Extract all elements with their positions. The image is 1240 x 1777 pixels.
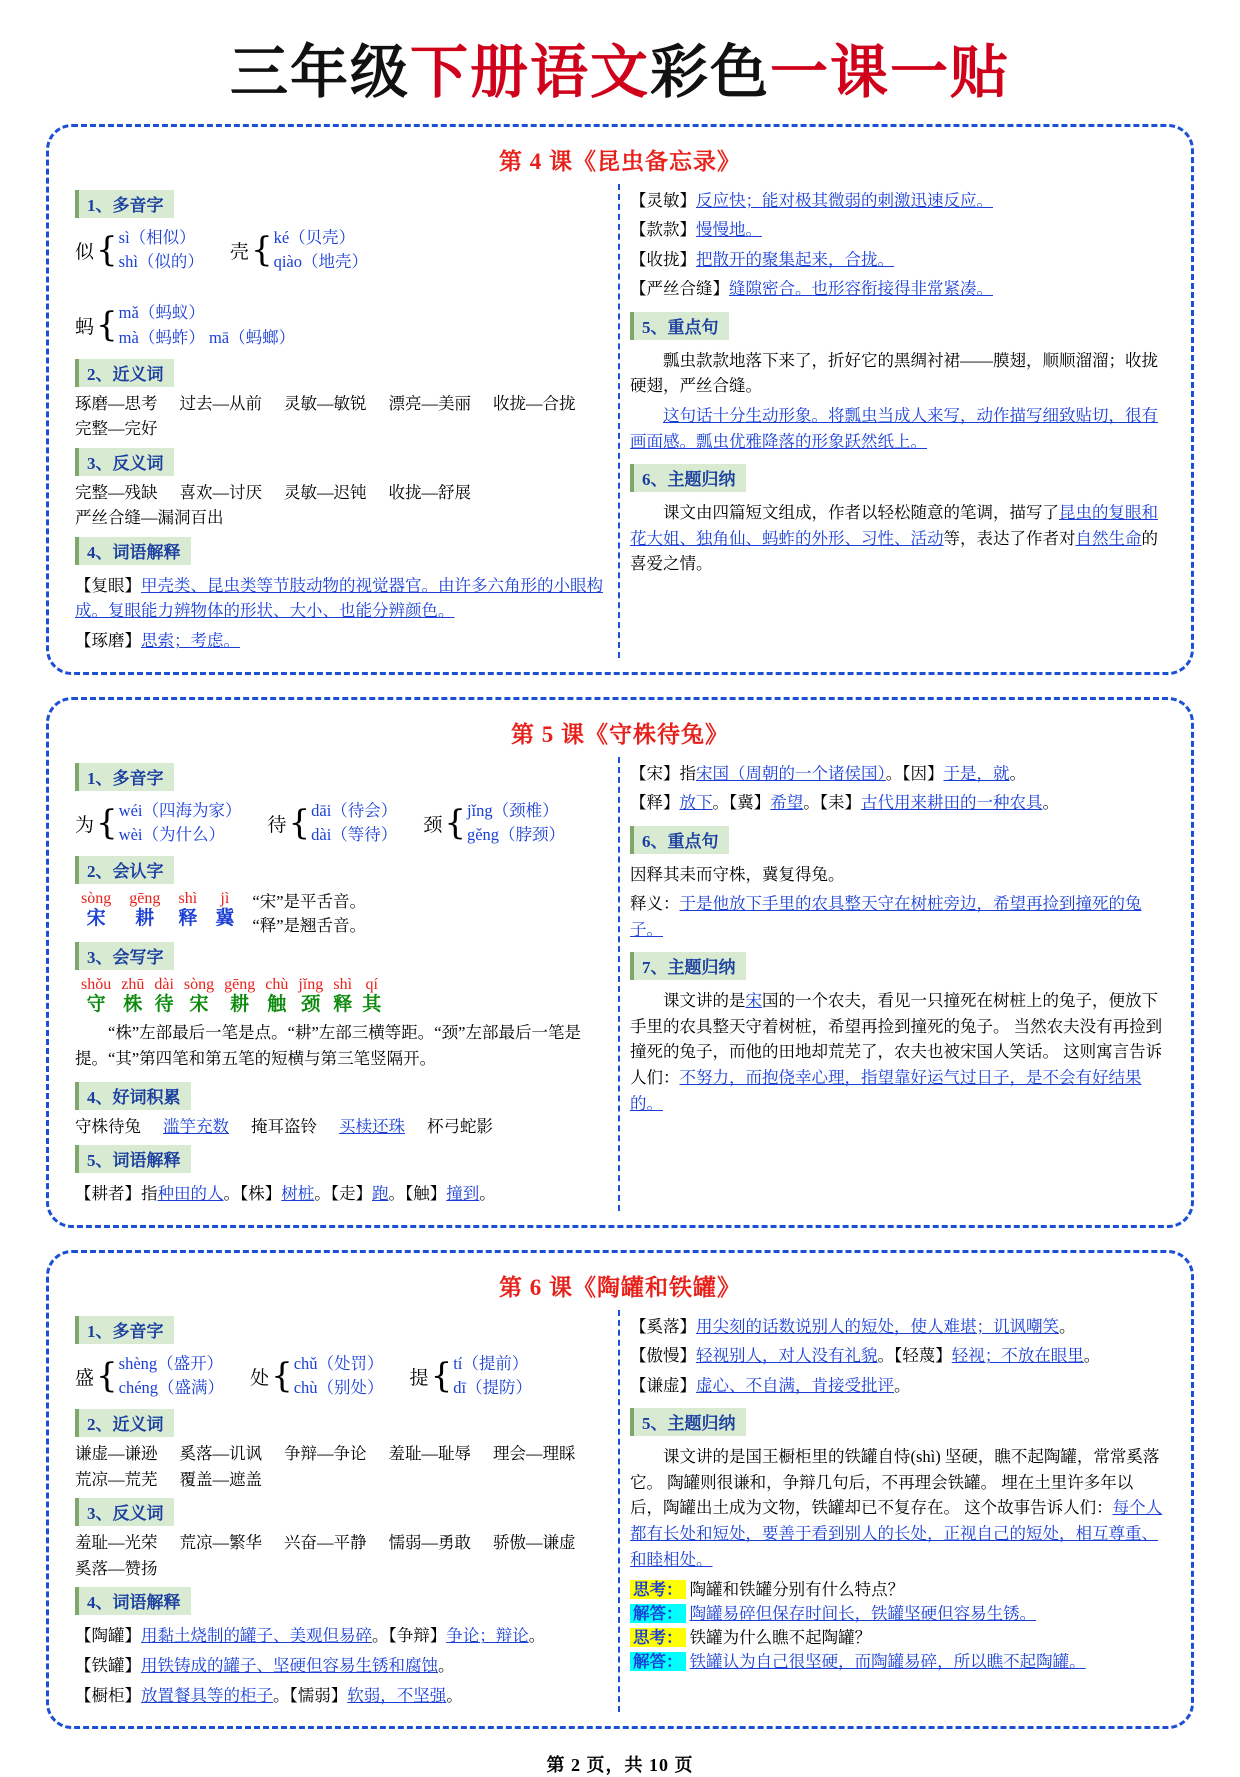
definition-tail: 。 — [438, 1655, 455, 1675]
lesson-6-title: 第 6 课《陶罐和铁罐》 — [499, 1274, 741, 1300]
theme-part-highlight: 每个人都有长处和短处，要善于看到别人的长处，正视自己的短处，相互尊重、和睦相处。 — [630, 1498, 1163, 1569]
definition-highlight: 古代用来耕田的一种农具 — [861, 793, 1043, 813]
definition-text: 。【争辩】 — [372, 1626, 447, 1646]
theme-summary — [630, 1444, 1165, 1572]
theme-summary — [630, 988, 1165, 1116]
lesson-6-polyphone-group — [75, 1352, 608, 1402]
definition-entry — [630, 276, 1165, 302]
definition-text: 缝隙密合。也形容衔接得非常紧凑。 — [729, 279, 993, 299]
lesson-5-heading-key-sentence: 6、重点句 — [630, 826, 729, 854]
polyphone-item — [75, 799, 241, 849]
recognize-note: “宋”是平舌音。 — [252, 892, 367, 912]
lesson-5-polyphone-group — [75, 799, 608, 849]
word-pair: 谦虚—谦逊 — [75, 1444, 158, 1464]
polyphone-reading: chéng（盛满） — [118, 1378, 225, 1398]
char-cell — [362, 976, 381, 1016]
word-pair: 兴奋—平静 — [284, 1533, 367, 1553]
definition-entry — [630, 761, 1165, 787]
hanzi: 耕 — [230, 993, 250, 1015]
page-footer: 第 2 页，共 10 页 — [546, 1755, 694, 1776]
definition-entry — [630, 217, 1165, 243]
lesson-6-synonyms — [75, 1441, 608, 1492]
char-cell — [333, 976, 352, 1016]
polyphone-char: 待 — [267, 814, 287, 836]
lesson-4-title: 第 4 课《昆虫备忘录》 — [499, 148, 741, 174]
lesson-5-title: 第 5 课《守株待兔》 — [511, 721, 729, 747]
pinyin: jì — [220, 890, 230, 908]
good-word: 掩耳盗铃 — [251, 1116, 317, 1136]
lesson-5-heading-polyphone: 1、多音字 — [75, 763, 174, 791]
pinyin: gēng — [129, 890, 161, 908]
polyphone-reading: gěng（脖颈） — [466, 825, 566, 845]
brace-icon: { — [288, 802, 311, 843]
lesson-4-polyphone-group — [75, 226, 608, 351]
word-pair: 漂亮—美丽 — [388, 393, 471, 413]
lesson-4-heading-polyphone: 1、多音字 — [75, 190, 174, 218]
pinyin: jǐng — [298, 976, 324, 994]
qa-question — [630, 1624, 1165, 1648]
definition-text: 。【轻蔑】 — [877, 1346, 952, 1366]
qa-answer — [630, 1648, 1165, 1672]
explain-text: 于是他放下手里的农具整天守在树桩旁边，希望再捡到撞死的兔子。 — [630, 894, 1142, 939]
definition-highlight: 种田的人 — [157, 1184, 224, 1204]
char-cell — [224, 976, 255, 1016]
hanzi: 耕 — [135, 907, 155, 929]
brace-icon: { — [96, 305, 118, 346]
brace-icon: { — [96, 1355, 118, 1396]
polyphone-reading: shì（似的） — [118, 252, 204, 272]
definition-tail: 。 — [479, 1184, 496, 1204]
polyphone-char: 似 — [75, 241, 95, 263]
polyphone-item — [230, 226, 368, 276]
key-sentence-black: 因释其耒而守株，冀复得兔。 — [630, 864, 845, 884]
definition-term: 【傲慢】 — [630, 1346, 696, 1366]
word-pair: 争辩—争论 — [284, 1444, 367, 1464]
lesson-6-heading-theme: 5、主题归纳 — [630, 1408, 746, 1436]
polyphone-reading: wéi（四海为家） — [118, 800, 242, 820]
hanzi: 守 — [86, 993, 106, 1015]
theme-part: 课文讲的是 — [663, 991, 746, 1011]
definition-highlight: 放置餐具等的柜子 — [141, 1685, 273, 1705]
pinyin: shì — [333, 976, 353, 994]
word-pair: 完整—完好 — [75, 419, 158, 439]
recognize-characters — [81, 890, 234, 930]
definition-highlight: 宋国（周朝的一个诸侯国） — [696, 763, 886, 783]
lesson-4-heading-synonyms: 2、近义词 — [75, 359, 174, 387]
char-cell — [298, 976, 323, 1016]
polyphone-item — [423, 799, 565, 849]
key-sentence-explain — [630, 891, 1165, 942]
polyphone-reading: tí（提前） — [453, 1353, 529, 1373]
explain-label: 释义： — [630, 894, 680, 914]
definition-tail: 。 — [1059, 1316, 1076, 1336]
theme-part: 课文由四篇短文组成，作者以轻松随意的笔调，描写了 — [663, 503, 1059, 523]
definition-term: 【耕者】 — [75, 1184, 141, 1204]
word-pair: 羞耻—耻辱 — [388, 1444, 471, 1464]
pinyin: chù — [265, 976, 289, 994]
hanzi: 释 — [333, 993, 353, 1015]
lesson-card-5 — [46, 697, 1194, 1228]
definition-tail: 。 — [223, 1184, 240, 1204]
word-pair: 完整—残缺 — [75, 482, 158, 502]
lesson-5-heading-theme: 7、主题归纳 — [630, 952, 746, 980]
hanzi: 颈 — [301, 993, 321, 1015]
polyphone-char: 颈 — [423, 814, 443, 836]
word-pair: 理会—理睬 — [493, 1444, 576, 1464]
definition-text: 指 — [141, 1184, 158, 1204]
hanzi: 冀 — [215, 907, 235, 929]
char-cell — [129, 890, 160, 930]
lesson-4-synonyms — [75, 391, 608, 442]
theme-part: 等，表达了作者对 — [943, 528, 1076, 548]
pinyin: shǒu — [81, 976, 112, 994]
lesson-4-antonyms — [75, 480, 608, 531]
theme-part: 的喜爱之情。 — [630, 528, 1158, 574]
lesson-5-heading-definitions: 5、词语解释 — [75, 1145, 191, 1173]
word-pair: 严丝合缝—漏洞百出 — [75, 508, 224, 528]
brace-icon: { — [96, 229, 118, 270]
polyphone-item — [250, 1352, 383, 1402]
key-sentence-blue: 这句话十分生动形象。将瓢虫当成人来写，动作描写细致贴切，很有画面感。瓢虫优雅降落的形象跃然纸上。 — [630, 405, 1158, 451]
qa-block — [630, 1576, 1165, 1672]
polyphone-reading: qiào（地壳） — [273, 252, 368, 272]
good-word: 守株待兔 — [75, 1116, 141, 1136]
lesson-4-heading-definitions: 4、词语解释 — [75, 537, 191, 565]
definition-term: 【株】 — [240, 1184, 282, 1204]
definition-term: 【走】 — [330, 1184, 372, 1204]
polyphone-reading: wèi（为什么） — [118, 825, 225, 845]
polyphone-char: 为 — [75, 814, 95, 836]
lesson-card-4 — [46, 124, 1194, 675]
pinyin: qí — [365, 976, 378, 994]
lesson-5-right-column — [620, 757, 1175, 1211]
polyphone-reading: sì（相似） — [118, 227, 196, 247]
definition-entry — [75, 628, 608, 654]
theme-part-highlight: 昆虫的复眼和花大姐、独角仙、蚂蚱的外形、习性、活动 — [630, 503, 1158, 548]
write-characters — [81, 976, 608, 1016]
definition-text: 把散开的聚集起来，合拢。 — [696, 249, 894, 269]
lesson-5-heading-recognize: 2、会认字 — [75, 856, 174, 884]
title-part-3: 彩色 — [650, 38, 771, 106]
word-pair: 荒凉—荒芜 — [75, 1469, 158, 1489]
key-sentence-black: 瓢虫款款地落下来了，折好它的黑绸衬裙——膜翅，顺顺溜溜；收拢硬翅，严丝合缝。 — [630, 350, 1158, 396]
lesson-6-right-column — [620, 1310, 1175, 1712]
word-pair: 懦弱—勇敢 — [388, 1533, 471, 1553]
definition-term: 【橱柜】 — [75, 1685, 141, 1705]
theme-summary — [630, 500, 1165, 577]
word-pair: 过去—从前 — [179, 393, 262, 413]
definition-highlight: 放下 — [679, 793, 713, 813]
polyphone-reading: mà（蚂蚱） mā（蚂螂） — [118, 327, 296, 347]
lesson-5-heading-good-words: 4、好词积累 — [75, 1082, 191, 1110]
definition-term: 【琢磨】 — [75, 630, 141, 650]
definition-text: 指 — [679, 763, 696, 783]
question-text: 陶罐和铁罐分别有什么特点？ — [689, 1580, 905, 1600]
lesson-4-heading-key-sentence: 5、重点句 — [630, 312, 729, 340]
lesson-6-heading-antonyms: 3、反义词 — [75, 1498, 174, 1526]
polyphone-item — [267, 799, 397, 849]
hanzi: 宋 — [86, 907, 106, 929]
definition-entry — [630, 247, 1165, 273]
definition-text: 。【冀】 — [712, 793, 771, 813]
definition-text: 甲壳类、昆虫类等节肢动物的视觉器官。由许多六角形的小眼构成。复眼能力辨物体的形状、大小、也能分辨颜色。 — [75, 575, 603, 621]
hanzi: 触 — [267, 993, 287, 1015]
brace-icon: { — [444, 802, 466, 843]
definition-term: 【款款】 — [630, 220, 696, 240]
good-word: 杯弓蛇影 — [427, 1116, 493, 1136]
lesson-4-left-column — [65, 184, 620, 658]
polyphone-char: 蚂 — [75, 317, 95, 339]
answer-label: 解答： — [630, 1604, 686, 1623]
lesson-4-right-column — [620, 184, 1175, 658]
lesson-6-heading-definitions: 4、词语解释 — [75, 1587, 191, 1615]
brace-icon: { — [430, 1355, 453, 1396]
definition-entry — [630, 790, 1165, 816]
definition-tail: 。 — [446, 1685, 463, 1705]
word-pair: 覆盖—遮盖 — [179, 1469, 262, 1489]
definition-text: 。【耒】 — [803, 793, 861, 813]
word-pair: 骄傲—谦虚 — [493, 1533, 576, 1553]
theme-part: 课文讲的是国王橱柜里的铁罐自恃(shì) 坚硬，瞧不起陶罐，常常奚落它。 陶罐则很谦和，争辩几句后，不再理会铁罐。 埋在土里许多年以后，陶罐出土成为文物，铁罐却已不复存在。 这个故事告诉人们： — [630, 1447, 1160, 1518]
char-cell — [215, 890, 234, 930]
theme-part-highlight: 不努力，而抱侥幸心理，指望靠好运气过日子，是不会有好结果的。 — [630, 1068, 1142, 1113]
answer-text: 铁罐认为自己很坚硬，而陶罐易碎，所以瞧不起陶罐。 — [689, 1652, 1086, 1672]
definition-entry — [630, 1373, 1165, 1399]
char-cell — [81, 976, 111, 1016]
char-cell — [184, 976, 214, 1016]
write-note: “株”左部最后一笔是点。“耕”左部三横等距。“颈”左部最后一笔是提。“其”第四笔和第五笔的短横与第三笔竖隔开。 — [75, 1023, 581, 1068]
lesson-6-left-column — [65, 1310, 620, 1712]
brace-icon: { — [250, 229, 273, 270]
polyphone-reading: dài（等待） — [311, 825, 398, 845]
pinyin: sòng — [81, 890, 112, 908]
question-label: 思考： — [630, 1580, 686, 1599]
definition-tail: 。 — [388, 1184, 405, 1204]
char-cell — [121, 976, 144, 1016]
definition-highlight: 用尖刻的话数说别人的短处，使人难堪；讥讽嘲笑 — [696, 1316, 1059, 1336]
answer-label: 解答： — [630, 1652, 686, 1671]
definition-entry — [630, 1314, 1165, 1340]
polyphone-char: 盛 — [75, 1367, 95, 1389]
lesson-6-heading-polyphone: 1、多音字 — [75, 1316, 174, 1344]
polyphone-item — [75, 226, 204, 276]
definition-term: 【灵敏】 — [630, 190, 696, 210]
definition-term: 【严丝合缝】 — [630, 279, 729, 299]
definition-highlight: 用铁铸成的罐子、坚硬但容易生锈和腐蚀 — [141, 1655, 438, 1675]
definition-tail: 。 — [894, 1375, 911, 1395]
theme-part-highlight: 自然生命 — [1075, 528, 1142, 548]
hanzi: 宋 — [189, 993, 209, 1015]
good-word: 滥竽充数 — [163, 1116, 229, 1136]
brace-icon: { — [271, 1355, 293, 1396]
char-cell — [154, 976, 174, 1016]
definition-entry — [75, 1623, 608, 1649]
title-part-4: 一课一贴 — [770, 38, 1011, 106]
polyphone-char: 处 — [250, 1367, 270, 1389]
definition-highlight: 轻视别人，对人没有礼貌 — [696, 1346, 878, 1366]
definition-highlight: 软弱，不坚强 — [347, 1685, 447, 1705]
qa-answer — [630, 1600, 1165, 1624]
polyphone-reading: dāi（待会） — [311, 800, 398, 820]
lesson-6-heading-synonyms: 2、近义词 — [75, 1409, 174, 1437]
word-pair: 收拢—合拢 — [493, 393, 576, 413]
definition-tail: 。 — [1009, 763, 1026, 783]
lesson-5-good-words — [75, 1114, 608, 1140]
polyphone-reading: ké（贝壳） — [273, 227, 356, 247]
definition-highlight: 用黏土烧制的罐子、美观但易碎 — [141, 1626, 372, 1646]
qa-question — [630, 1576, 1165, 1600]
pinyin: sòng — [183, 976, 215, 994]
word-pair: 收拢—舒展 — [388, 482, 471, 502]
polyphone-item — [75, 1352, 224, 1402]
word-pair: 灵敏—敏锐 — [284, 393, 367, 413]
question-label: 思考： — [630, 1628, 686, 1647]
word-pair: 灵敏—迟钝 — [284, 482, 367, 502]
definition-entry — [75, 1683, 608, 1709]
word-pair: 荒凉—繁华 — [179, 1533, 262, 1553]
definition-tail: 。 — [1083, 1346, 1101, 1366]
theme-part: 国的一个农夫，看见一只撞死在树桩上的兔子，便放下手里的农具整天守着树桩，希望再捡到撞死的兔子。 当然农夫没有再捡到撞死的兔子，而他的田地却荒芜了，农夫也被宋国人笑话。 这则寓言告诉人们： — [630, 991, 1163, 1088]
word-pair: 奚落—赞扬 — [75, 1558, 158, 1578]
pinyin: zhū — [121, 976, 145, 994]
definition-term: 【释】 — [630, 793, 680, 813]
definition-highlight: 跑 — [372, 1184, 389, 1204]
definition-entry — [75, 1181, 608, 1207]
definition-text: 思索；考虑。 — [141, 630, 240, 650]
definition-term: 【陶罐】 — [75, 1626, 141, 1646]
definition-highlight: 虚心、不自满，肯接受批评 — [696, 1375, 894, 1395]
lesson-4-heading-antonyms: 3、反义词 — [75, 448, 174, 476]
definition-entry — [630, 1343, 1165, 1369]
polyphone-reading: dī（提防） — [453, 1378, 533, 1398]
definition-highlight: 撞到 — [446, 1184, 480, 1204]
polyphone-char: 壳 — [229, 241, 249, 263]
title-part-1: 三年级 — [229, 38, 410, 106]
definition-highlight: 争论；辩论 — [446, 1626, 529, 1646]
word-pair: 琢磨—思考 — [75, 393, 158, 413]
pinyin: gēng — [224, 976, 256, 994]
answer-text: 陶罐易碎但保存时间长，铁罐坚硬但容易生锈。 — [689, 1604, 1037, 1624]
polyphone-reading: chù（别处） — [293, 1378, 384, 1398]
polyphone-reading: chǔ（处罚） — [293, 1353, 384, 1373]
definition-highlight: 轻视；不放在眼里 — [951, 1346, 1084, 1366]
definition-tail: 。 — [1042, 793, 1059, 813]
brace-icon: { — [96, 802, 118, 843]
theme-part-highlight: 宋 — [745, 991, 762, 1011]
definition-term: 【奚落】 — [630, 1316, 696, 1336]
definition-entry — [75, 573, 608, 624]
question-text: 铁罐为什么瞧不起陶罐？ — [689, 1628, 872, 1648]
polyphone-reading: mǎ（蚂蚁） — [118, 303, 205, 323]
definition-entry — [630, 188, 1165, 214]
definition-highlight: 希望 — [770, 793, 804, 813]
definition-tail: 。 — [314, 1184, 331, 1204]
definition-highlight: 于是，就 — [943, 763, 1010, 783]
definition-term: 【铁罐】 — [75, 1655, 141, 1675]
lesson-5-left-column — [65, 757, 620, 1211]
hanzi: 待 — [154, 993, 174, 1015]
word-pair: 喜欢—讨厌 — [179, 482, 262, 502]
polyphone-reading: shèng（盛开） — [118, 1353, 224, 1373]
definition-term: 【谦虚】 — [630, 1375, 696, 1395]
definition-entry — [75, 1653, 608, 1679]
lesson-6-antonyms — [75, 1530, 608, 1581]
polyphone-item — [410, 1352, 533, 1402]
word-pair: 奚落—讥讽 — [179, 1444, 262, 1464]
lesson-card-6 — [46, 1250, 1194, 1729]
definition-text: 。【懦弱】 — [273, 1685, 348, 1705]
lesson-4-heading-theme: 6、主题归纳 — [630, 464, 746, 492]
polyphone-reading: jǐng（颈椎） — [466, 800, 559, 820]
char-cell — [81, 890, 111, 930]
definition-highlight: 树桩 — [281, 1184, 315, 1204]
polyphone-char: 提 — [409, 1367, 429, 1389]
recognize-note: “释”是翘舌音。 — [252, 916, 367, 936]
title-part-2: 下册语文 — [409, 38, 650, 106]
definition-term: 【复眼】 — [75, 575, 141, 595]
definition-term: 【收拢】 — [630, 249, 696, 269]
definition-text: 慢慢地。 — [696, 220, 762, 240]
char-cell — [265, 976, 288, 1016]
definition-text: 。【因】 — [885, 763, 944, 783]
char-cell — [178, 890, 197, 930]
pinyin: dài — [154, 976, 174, 994]
good-word: 买椟还珠 — [339, 1116, 405, 1136]
page-title — [46, 38, 1194, 108]
definition-term: 【宋】 — [630, 763, 680, 783]
polyphone-item — [75, 301, 295, 351]
lesson-5-heading-write: 3、会写字 — [75, 942, 174, 970]
definition-text: 反应快；能对极其微弱的刺激迅速反应。 — [696, 190, 993, 210]
hanzi: 释 — [178, 907, 198, 929]
hanzi: 株 — [123, 993, 143, 1015]
hanzi: 其 — [362, 993, 382, 1015]
definition-tail: 。 — [528, 1626, 546, 1646]
word-pair: 羞耻—光荣 — [75, 1533, 158, 1553]
pinyin: shì — [178, 890, 198, 908]
definition-term: 【触】 — [405, 1184, 447, 1204]
